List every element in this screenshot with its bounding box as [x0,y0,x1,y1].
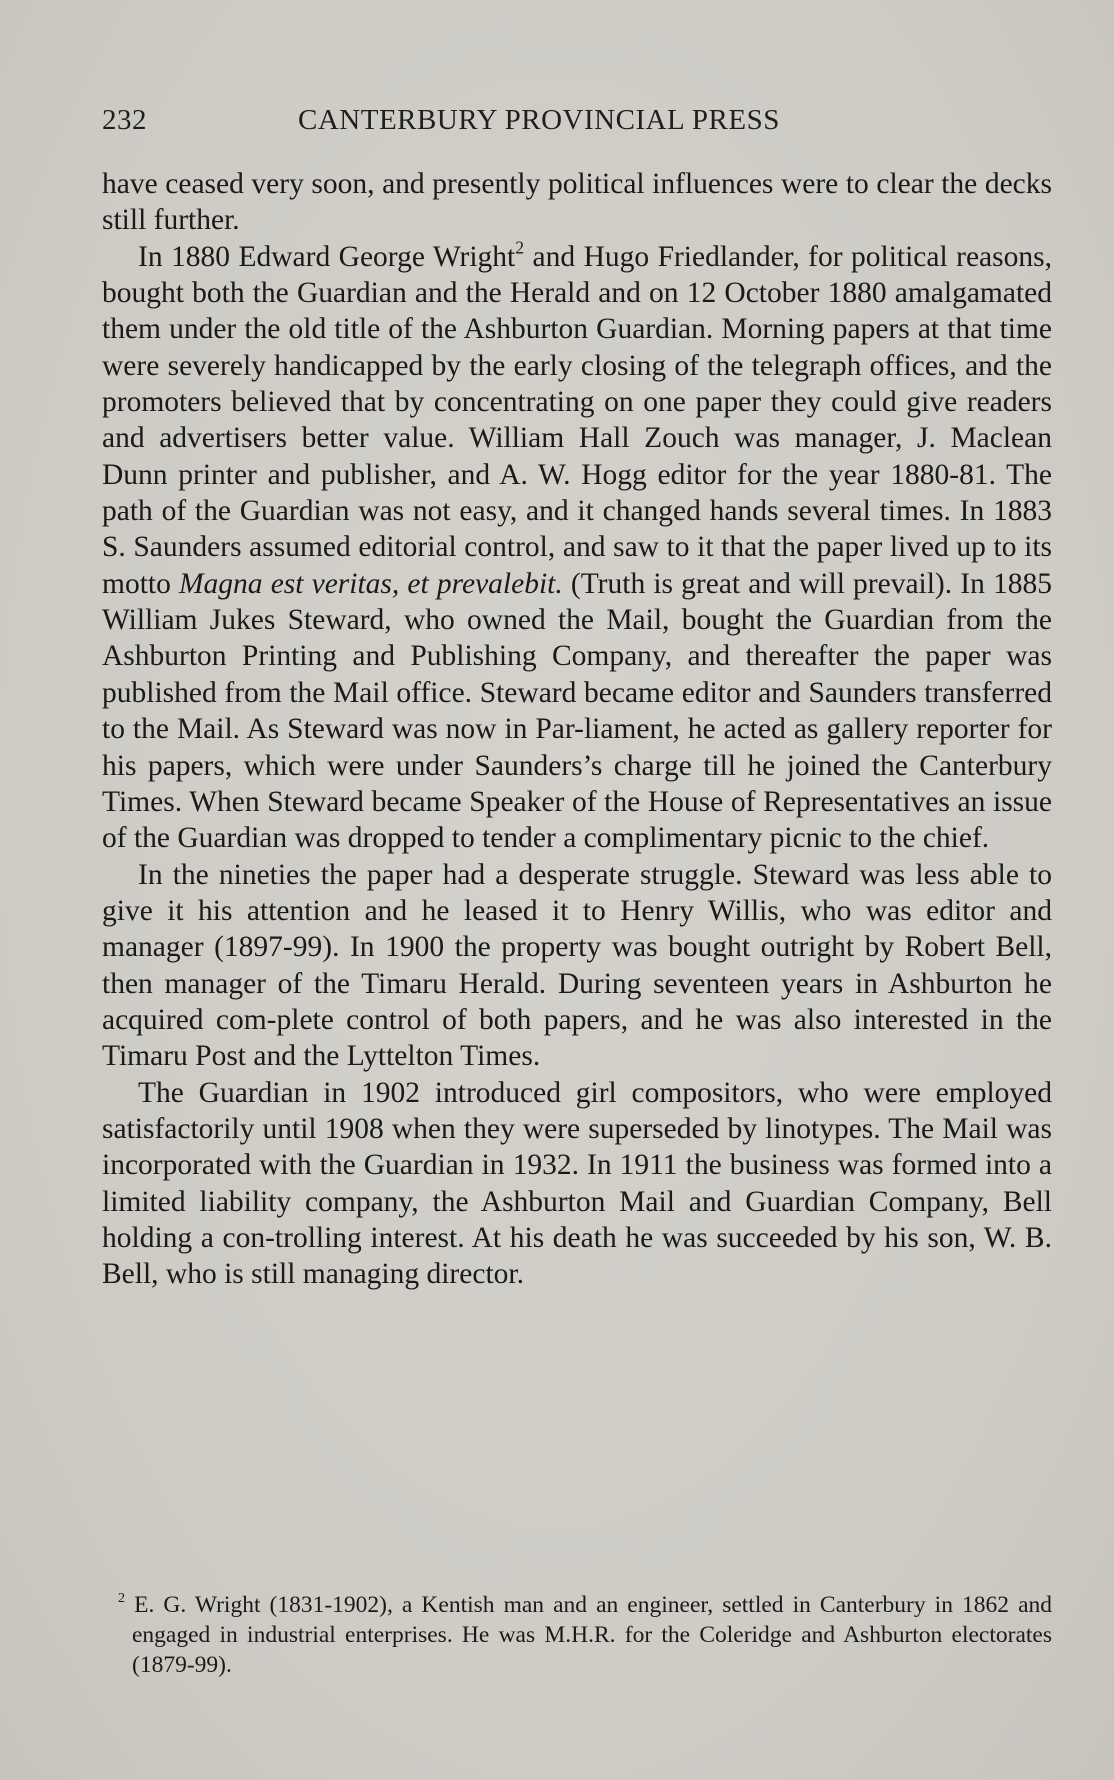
paragraph-3: In the nineties the paper had a desperate struggle. Steward was less able to give it his attention and he leased it to Henry Willis, who was editor and manager (1897-99). In 1900 the property was bought outright by Robert Bell, then manager of the Timaru Herald. During seventeen years in Ashburton he acquired com-plete control of both papers, and he was also interested in the Timaru Post and the Lyttelton Times. [102,858,1052,1073]
paragraph-2-text-a: In 1880 Edward George Wright [138,240,516,273]
latin-motto: Magna est veritas, et prevalebit. [178,567,563,600]
paragraph-2 [102,239,1052,857]
footnote-reference: 2 [515,237,525,258]
page-number: 232 [102,104,147,136]
footnote [102,1590,1052,1680]
running-head: CANTERBURY PROVINCIAL PRESS [298,104,780,136]
page-header [102,104,854,144]
paragraph-4: The Guardian in 1902 introduced girl compositors, who were employed satisfactorily until 1908 when they were superseded by linotypes. The Mail was incorporated with the Guardian in 1932. In 1911 the business was formed into a limited liability company, the Ashburton Mail and Guardian Company, Bell holding a con-trolling interest. At his death he was succeeded by his son, W. B. Bell, who is still managing director. [102,1076,1052,1291]
paragraph-1: have ceased very soon, and presently political influences were to clear the decks still further. [102,168,1052,237]
paragraph-2-text-b: and Hugo Friedlander, for political reasons, bought both the Guardian and the Herald and on 12 October 1880 amalgamated them under the old title of the Ashburton Guardian. Morning papers at that time were severely handicapped by the early closing of the telegraph offices, and the promoters believed that by concentrating on one paper they could give readers and advertisers better value. William Hall Zouch was manager, J. Maclean Dunn printer and publisher, and A. W. Hogg editor for the year 1880-81. The path of the Guardian was not easy, and it changed hands several times. In 1883 S. Saunders assumed editorial control, and saw to it that the paper lived up to its motto [102,240,1052,600]
footnote-text: E. G. Wright (1831-1902), a Kentish man and an engineer, settled in Canterbury in 1862 and engaged in industrial enterprises. He was M.H.R. for the Coleridge and Ashburton electorates (1879-99). [125,1592,1052,1678]
paragraph-2-text-c: (Truth is great and will prevail). In 1885 William Jukes Steward, who owned the Mail, bought the Guardian from the Ashburton Printing and Publishing Company, and thereafter the paper was published from the Mail office. Steward became editor and Saunders transferred to the Mail. As Steward was now in Par-liament, he acted as gallery reporter for his papers, which were under Saunders’s charge till he joined the Canterbury Times. When Steward became Speaker of the House of Representatives an issue of the Guardian was dropped to tender a complimentary picnic to the chief. [102,567,1052,855]
footnote-marker: 2 [118,1590,126,1607]
body-text [102,166,1052,1293]
